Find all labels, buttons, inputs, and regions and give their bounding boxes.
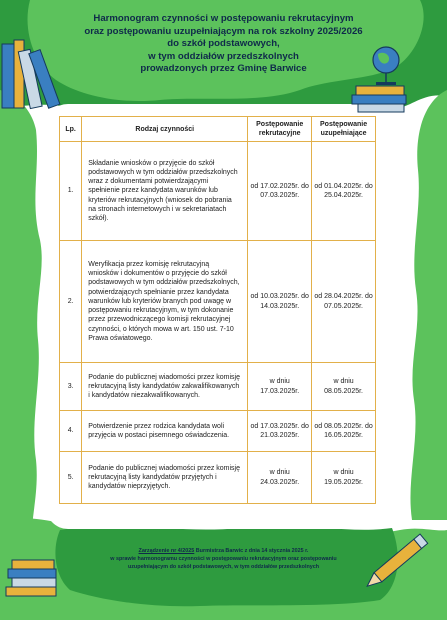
row-number: 3. <box>60 363 82 411</box>
table-header-row <box>60 117 376 142</box>
row-number: 2. <box>60 241 82 363</box>
footer-note <box>40 547 407 571</box>
footer-line-2: w sprawie harmonogramu czynności w postępowaniu rekrutacyjnym oraz postępowaniu <box>110 556 337 562</box>
table-row <box>60 142 376 241</box>
title-line: prowadzonych przez Gminę Barwice <box>140 63 307 75</box>
recruitment-date-cell: od 10.03.2025r. do 14.03.2025r. <box>248 241 312 363</box>
recruitment-date-cell: od 17.02.2025r. do 07.03.2025r. <box>248 142 312 241</box>
recruitment-date-cell: w dniu 17.03.2025r. <box>248 363 312 411</box>
recruitment-date-cell: od 17.03.2025r. do 21.03.2025r. <box>248 411 312 452</box>
schedule-table <box>59 116 376 504</box>
title-line: do szkół podstawowych, <box>167 38 280 50</box>
activity-cell: Weryfikacja przez komisję rekrutacyjną wniosków i dokumentów o przyjęcie do szkół podstawowych w tym oddziałów przedszkolnych, potwierdzających spełnianie przez kandydata warunków lub kryteriów branych pod uwagę w postępowaniu rekrutacyjnym, w tym dokonanie przez przewodniczącego komisji rekrutacyjnej czynności, o których mowa w art. 150 ust. 7-10 Prawa oświatowego. <box>82 241 248 363</box>
column-header-activity: Rodzaj czynności <box>82 117 248 142</box>
title-line: w tym oddziałów przedszkolnych <box>148 50 299 62</box>
column-header-supplementary: Postępowanie uzupełniające <box>312 117 376 142</box>
footer-line-3: uzupełniającym do szkół podstawowych, w tym oddziałów przedszkolnych <box>127 564 320 570</box>
supplementary-date-cell: od 08.05.2025r. do 16.05.2025r. <box>312 411 376 452</box>
column-header-lp: Lp. <box>60 117 82 142</box>
recruitment-date-cell: w dniu 24.03.2025r. <box>248 452 312 504</box>
supplementary-date-cell: od 28.04.2025r. do 07.05.2025r. <box>312 241 376 363</box>
table-row <box>60 241 376 363</box>
table-row <box>60 363 376 411</box>
supplementary-date-cell: w dniu 08.05.2025r. <box>312 363 376 411</box>
title-line: oraz postępowaniu uzupełniającym na rok szkolny 2025/2026 <box>84 25 363 37</box>
title-line: Harmonogram czynności w postępowaniu rekrutacyjnym <box>93 13 354 24</box>
footer-line-1 <box>40 547 407 555</box>
table-row <box>60 411 376 452</box>
ordinance-reference: Zarządzenie nr 4/2025 <box>138 548 195 554</box>
supplementary-date-cell: od 01.04.2025r. do 25.04.2025r. <box>312 142 376 241</box>
ordinance-issuer: Burmistrza Barwic z dnia 14 stycznia 2025 r. <box>194 548 309 554</box>
books-illustration-right <box>352 86 406 112</box>
activity-cell: Podanie do publicznej wiadomości przez komisję rekrutacyjną listy kandydatów zakwalifikowanych i kandydatów niezakwalifikowanych. <box>82 363 248 411</box>
row-number: 1. <box>60 142 82 241</box>
page-title <box>40 13 407 76</box>
activity-cell: Potwierdzenie przez rodzica kandydata woli przyjęcia w postaci pisemnego oświadczenia. <box>82 411 248 452</box>
activity-cell: Składanie wniosków o przyjęcie do szkół podstawowych w tym oddziałów przedszkolnych wraz z dokumentami potwierdzającymi spełnienie przez kandydata warunków lub kryteriów rekrutacyjnych (wniosek do pobrania na stronach internetowych i w sekretariatach szkół). <box>82 142 248 241</box>
table-row <box>60 452 376 504</box>
row-number: 5. <box>60 452 82 504</box>
row-number: 4. <box>60 411 82 452</box>
activity-cell: Podanie do publicznej wiadomości przez komisję rekrutacyjną listy kandydatów przyjętych i kandydatów nieprzyjętych. <box>82 452 248 504</box>
column-header-recruitment: Postępowanie rekrutacyjne <box>248 117 312 142</box>
supplementary-date-cell: w dniu 19.05.2025r. <box>312 452 376 504</box>
